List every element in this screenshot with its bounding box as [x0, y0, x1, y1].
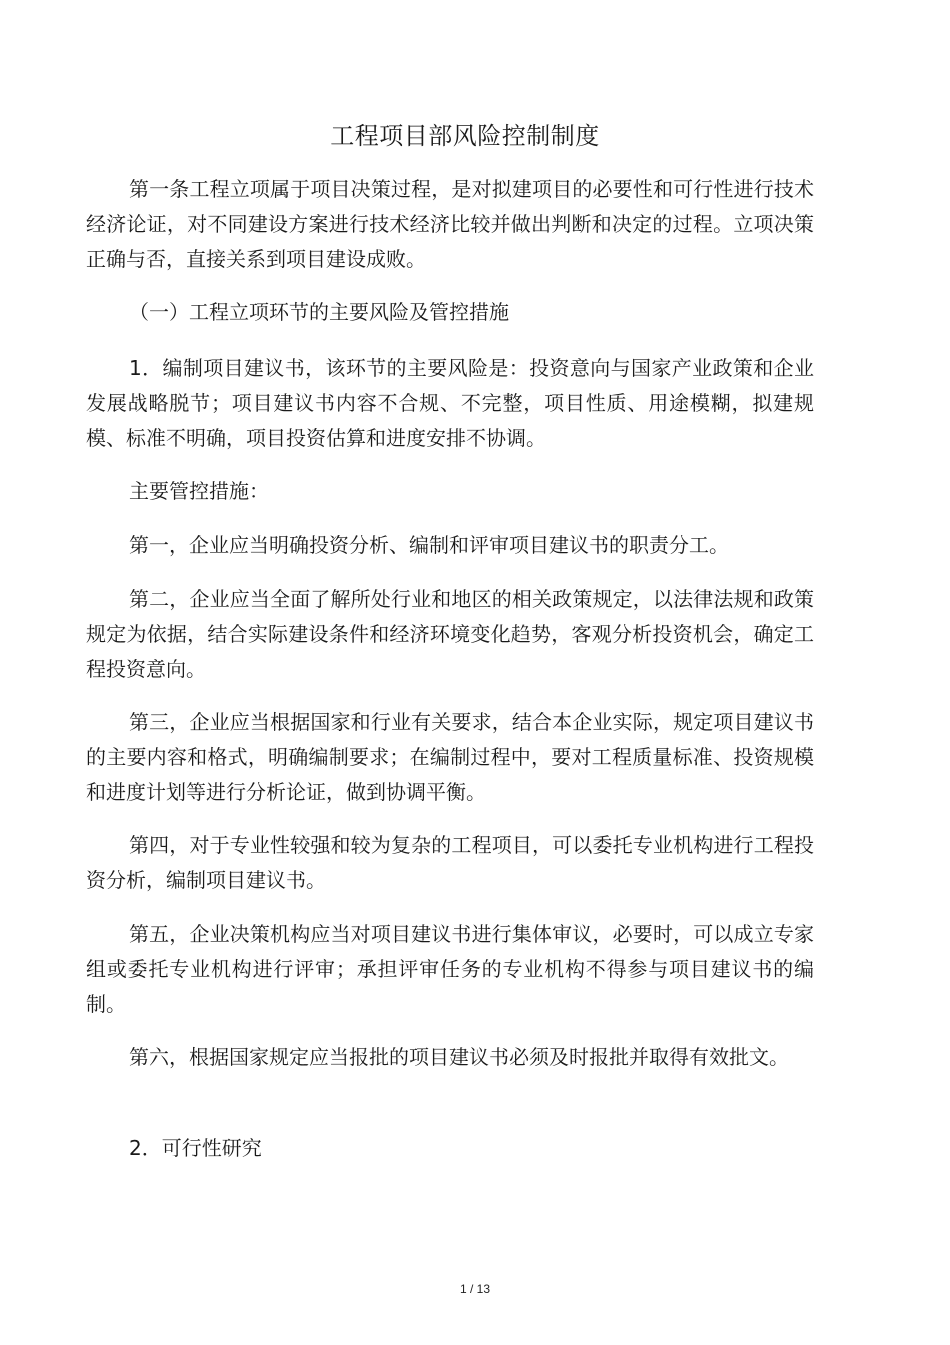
paragraph-measure-two: 第二，企业应当全面了解所处行业和地区的相关政策规定，以法律法规和政策规定为依据，结合实际建设条件和经济环境变化趋势，客观分析投资机会，确定工程投资意向。 — [86, 587, 814, 681]
section-heading-feasibility: 2．可行性研究 — [129, 1136, 262, 1160]
document-title: 工程项目部风险控制制度 — [330, 122, 600, 150]
paragraph-measure-six: 第六，根据国家规定应当报批的项目建议书必须及时报批并取得有效批文。 — [129, 1045, 789, 1069]
paragraph-item-one: 1．编制项目建议书，该环节的主要风险是：投资意向与国家产业政策和企业发展战略脱节；项目建议书内容不合规、不完整，项目性质、用途模糊，拟建规模、标准不明确，项目投资估算和进度安排不协调。 — [86, 356, 814, 450]
paragraph-measure-three: 第三，企业应当根据国家和行业有关要求，结合本企业实际，规定项目建议书的主要内容和格式，明确编制要求；在编制过程中，要对工程质量标准、投资规模和进度计划等进行分析论证，做到协调平衡。 — [86, 710, 814, 804]
page-number: 1 / 13 — [459, 1282, 491, 1296]
paragraph-measure-four: 第四，对于专业性较强和较为复杂的工程项目，可以委托专业机构进行工程投资分析，编制项目建议书。 — [86, 833, 814, 892]
paragraph-article-one: 第一条工程立项属于项目决策过程，是对拟建项目的必要性和可行性进行技术经济论证，对不同建设方案进行技术经济比较并做出判断和决定的过程。立项决策正确与否，直接关系到项目建设成败。 — [86, 177, 814, 271]
paragraph-measures-heading: 主要管控措施： — [129, 479, 269, 503]
paragraph-measure-five: 第五，企业决策机构应当对项目建议书进行集体审议，必要时，可以成立专家组或委托专业机构进行评审；承担评审任务的专业机构不得参与项目建议书的编制。 — [86, 922, 814, 1016]
section-heading-risks: （一）工程立项环节的主要风险及管控措施 — [129, 300, 509, 324]
paragraph-measure-one: 第一，企业应当明确投资分析、编制和评审项目建议书的职责分工。 — [129, 533, 729, 557]
